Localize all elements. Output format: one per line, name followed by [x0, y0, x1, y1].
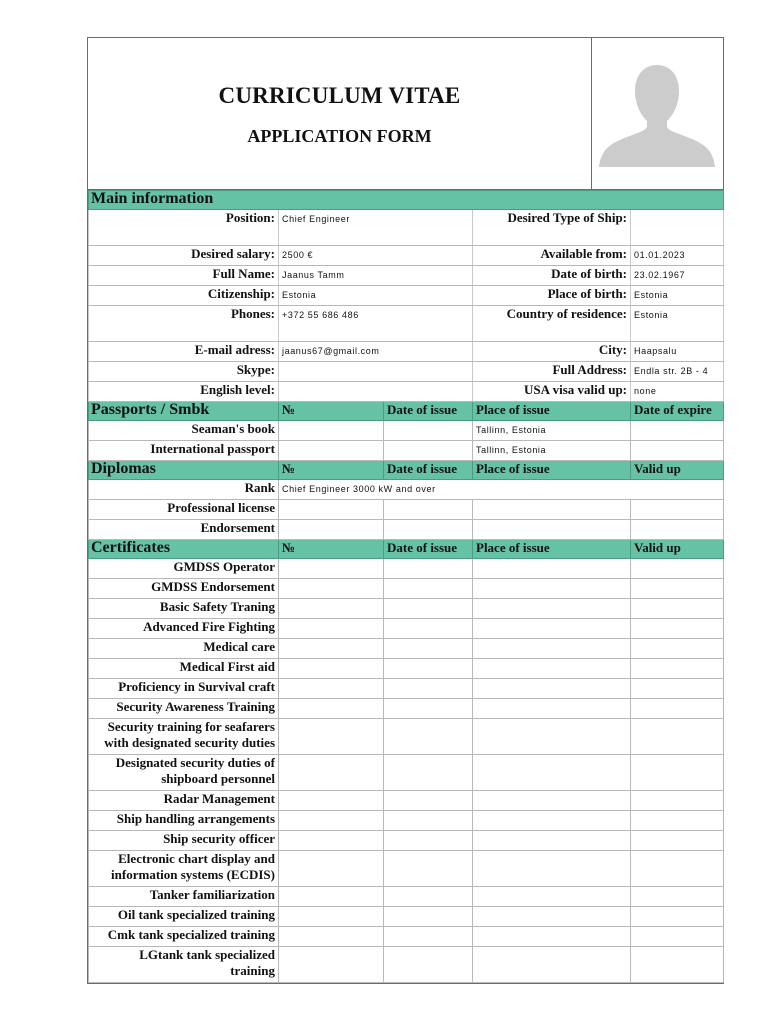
certificate-cell[interactable] [631, 887, 724, 907]
field-value[interactable]: Chief Engineer [279, 210, 473, 246]
certificate-cell[interactable] [384, 887, 473, 907]
field-value[interactable]: 23.02.1967 [631, 266, 724, 286]
field-label: Phones: [89, 306, 279, 342]
certificate-cell[interactable] [384, 851, 473, 887]
certificate-label: Designated security duties of shipboard personnel [89, 755, 279, 791]
certificate-cell[interactable] [473, 907, 631, 927]
form-header [88, 38, 723, 190]
photo-placeholder[interactable] [591, 38, 724, 189]
column-header: № [279, 540, 384, 559]
cv-subtitle: APPLICATION FORM [247, 126, 432, 146]
certificate-cell[interactable] [384, 699, 473, 719]
field-label: Country of residence: [473, 306, 631, 342]
certificate-cell[interactable] [631, 659, 724, 679]
main-row [89, 286, 724, 306]
certificate-row [89, 659, 724, 679]
field-value[interactable]: none [631, 382, 724, 402]
certificate-label: Medical First aid [89, 659, 279, 679]
title-block [88, 38, 591, 189]
certificate-cell[interactable] [473, 639, 631, 659]
field-label: E-mail adress: [89, 342, 279, 362]
main-row [89, 266, 724, 286]
certificate-row [89, 927, 724, 947]
certificate-cell[interactable] [631, 559, 724, 579]
column-header: Date of issue [384, 461, 473, 480]
certificate-cell[interactable] [279, 679, 384, 699]
issue-place[interactable]: Tallinn, Estonia [473, 421, 631, 441]
certificate-row [89, 791, 724, 811]
certificate-label: Tanker familiarization [89, 887, 279, 907]
certificate-cell[interactable] [473, 831, 631, 851]
column-header: Date of issue [384, 540, 473, 559]
column-header: № [279, 402, 384, 421]
expire-date[interactable] [631, 441, 724, 461]
passport-row [89, 421, 724, 441]
field-label: English level: [89, 382, 279, 402]
certificate-row [89, 639, 724, 659]
certificate-cell[interactable] [279, 831, 384, 851]
certificate-cell[interactable] [384, 599, 473, 619]
certificate-cell[interactable] [279, 811, 384, 831]
main-row [89, 382, 724, 402]
field-value[interactable]: 2500 € [279, 246, 473, 266]
section-main-information [89, 191, 724, 210]
certificate-cell[interactable] [279, 791, 384, 811]
certificate-cell[interactable] [279, 755, 384, 791]
certificate-cell[interactable] [631, 679, 724, 699]
field-value[interactable]: Haapsalu [631, 342, 724, 362]
document-label: Seaman's book [89, 421, 279, 441]
certificate-cell[interactable] [279, 699, 384, 719]
rank-value[interactable]: Chief Engineer 3000 kW and over [279, 480, 724, 500]
cv-title: CURRICULUM VITAE [218, 83, 461, 108]
field-label: Citizenship: [89, 286, 279, 306]
field-value[interactable]: +372 55 686 486 [279, 306, 473, 342]
certificate-cell[interactable] [473, 579, 631, 599]
diploma-cell[interactable] [631, 520, 724, 540]
field-value[interactable]: 01.01.2023 [631, 246, 724, 266]
field-value[interactable]: jaanus67@gmail.com [279, 342, 473, 362]
issue-date[interactable] [384, 421, 473, 441]
certificate-label: GMDSS Endorsement [89, 579, 279, 599]
certificate-cell[interactable] [384, 679, 473, 699]
certificate-cell[interactable] [473, 699, 631, 719]
certificate-row [89, 887, 724, 907]
column-header: Valid up [631, 461, 724, 480]
certificate-cell[interactable] [473, 851, 631, 887]
certificate-row [89, 699, 724, 719]
certificate-cell[interactable] [473, 947, 631, 983]
certificate-cell[interactable] [384, 791, 473, 811]
document-number[interactable] [279, 421, 384, 441]
certificate-cell[interactable] [384, 559, 473, 579]
field-value[interactable]: Estonia [279, 286, 473, 306]
certificate-cell[interactable] [384, 831, 473, 851]
certificate-cell[interactable] [473, 719, 631, 755]
diploma-cell[interactable] [631, 500, 724, 520]
certificate-cell[interactable] [279, 927, 384, 947]
certificate-cell[interactable] [279, 599, 384, 619]
field-value[interactable] [279, 362, 473, 382]
column-header: Place of issue [473, 461, 631, 480]
certificate-cell[interactable] [279, 947, 384, 983]
main-row [89, 362, 724, 382]
certificate-cell[interactable] [473, 619, 631, 639]
certificate-row [89, 831, 724, 851]
field-label: Full Name: [89, 266, 279, 286]
certificate-cell[interactable] [631, 579, 724, 599]
section-title: Diplomas [89, 461, 279, 480]
diploma-cell[interactable] [384, 500, 473, 520]
certificate-cell[interactable] [279, 907, 384, 927]
field-value[interactable] [631, 210, 724, 246]
issue-place[interactable]: Tallinn, Estonia [473, 441, 631, 461]
section-diplomas [89, 461, 724, 480]
field-label: Date of birth: [473, 266, 631, 286]
certificate-cell[interactable] [279, 579, 384, 599]
field-label: USA visa valid up: [473, 382, 631, 402]
certificate-cell[interactable] [631, 927, 724, 947]
certificate-label: Ship handling arrangements [89, 811, 279, 831]
diploma-cell[interactable] [384, 520, 473, 540]
certificate-label: Medical care [89, 639, 279, 659]
diploma-row [89, 520, 724, 540]
certificate-cell[interactable] [631, 907, 724, 927]
diploma-cell[interactable] [473, 500, 631, 520]
certificate-cell[interactable] [384, 947, 473, 983]
section-certificates [89, 540, 724, 559]
certificate-cell[interactable] [631, 791, 724, 811]
main-row [89, 246, 724, 266]
certificate-cell[interactable] [279, 887, 384, 907]
certificate-row [89, 719, 724, 755]
diploma-label: Endorsement [89, 520, 279, 540]
rank-label: Rank [89, 480, 279, 500]
certificate-label: Ship security officer [89, 831, 279, 851]
certificate-row [89, 811, 724, 831]
certificate-row [89, 599, 724, 619]
field-label: Available from: [473, 246, 631, 266]
certificate-row [89, 947, 724, 983]
certificate-cell[interactable] [384, 579, 473, 599]
certificate-cell[interactable] [473, 811, 631, 831]
certificate-label: Oil tank specialized training [89, 907, 279, 927]
section-title-main: Main information [89, 191, 724, 210]
certificate-cell[interactable] [631, 639, 724, 659]
certificate-row [89, 679, 724, 699]
main-row [89, 342, 724, 362]
main-row [89, 210, 724, 246]
field-label: Desired Type of Ship: [473, 210, 631, 246]
field-value[interactable]: Estonia [631, 286, 724, 306]
certificate-cell[interactable] [473, 559, 631, 579]
certificate-cell[interactable] [631, 619, 724, 639]
certificate-label: Cmk tank specialized training [89, 927, 279, 947]
column-header: Place of issue [473, 402, 631, 421]
certificate-cell[interactable] [631, 947, 724, 983]
certificate-cell[interactable] [631, 851, 724, 887]
issue-date[interactable] [384, 441, 473, 461]
certificate-cell[interactable] [631, 699, 724, 719]
main-row [89, 306, 724, 342]
field-value[interactable]: Endla str. 2B - 4 [631, 362, 724, 382]
certificate-label: GMDSS Operator [89, 559, 279, 579]
field-label: Desired salary: [89, 246, 279, 266]
certificate-cell[interactable] [279, 719, 384, 755]
certificate-cell[interactable] [384, 719, 473, 755]
certificate-cell[interactable] [384, 907, 473, 927]
field-label: Full Address: [473, 362, 631, 382]
certificate-cell[interactable] [384, 639, 473, 659]
certificate-cell[interactable] [384, 619, 473, 639]
certificate-cell[interactable] [279, 659, 384, 679]
column-header: Valid up [631, 540, 724, 559]
certificate-cell[interactable] [384, 755, 473, 791]
cv-form [87, 37, 724, 984]
person-silhouette-icon [597, 63, 717, 167]
column-header: Date of issue [384, 402, 473, 421]
diploma-cell[interactable] [473, 520, 631, 540]
certificate-cell[interactable] [473, 755, 631, 791]
certificate-cell[interactable] [279, 619, 384, 639]
diploma-row [89, 500, 724, 520]
certificate-cell[interactable] [384, 659, 473, 679]
field-label: Skype: [89, 362, 279, 382]
certificate-cell[interactable] [473, 887, 631, 907]
column-header: № [279, 461, 384, 480]
field-label: Place of birth: [473, 286, 631, 306]
certificate-label: Security Awareness Training [89, 699, 279, 719]
certificate-cell[interactable] [473, 791, 631, 811]
certificate-cell[interactable] [384, 927, 473, 947]
certificate-cell[interactable] [631, 599, 724, 619]
certificate-label: Radar Management [89, 791, 279, 811]
certificate-cell[interactable] [473, 659, 631, 679]
certificate-label: Electronic chart display and information systems (ECDIS) [89, 851, 279, 887]
section-title: Passports / Smbk [89, 402, 279, 421]
column-header: Place of issue [473, 540, 631, 559]
diploma-label: Professional license [89, 500, 279, 520]
certificate-cell[interactable] [473, 599, 631, 619]
certificate-row [89, 851, 724, 887]
certificate-cell[interactable] [279, 851, 384, 887]
certificate-label: Security training for seafarers with designated security duties [89, 719, 279, 755]
cv-table [88, 190, 724, 983]
certificate-cell[interactable] [631, 831, 724, 851]
document-number[interactable] [279, 441, 384, 461]
field-value[interactable] [279, 382, 473, 402]
field-label: Position: [89, 210, 279, 246]
certificate-row [89, 559, 724, 579]
certificate-cell[interactable] [631, 755, 724, 791]
certificate-cell[interactable] [473, 679, 631, 699]
diploma-cell[interactable] [279, 520, 384, 540]
certificate-label: LGtank tank specialized training [89, 947, 279, 983]
certificate-row [89, 907, 724, 927]
document-label: International passport [89, 441, 279, 461]
passport-row [89, 441, 724, 461]
certificate-row [89, 619, 724, 639]
certificate-cell[interactable] [631, 719, 724, 755]
certificate-cell[interactable] [473, 927, 631, 947]
column-header: Date of expire [631, 402, 724, 421]
certificate-cell[interactable] [279, 559, 384, 579]
section-passports [89, 402, 724, 421]
certificate-label: Advanced Fire Fighting [89, 619, 279, 639]
field-value[interactable]: Estonia [631, 306, 724, 342]
certificate-row [89, 755, 724, 791]
certificate-cell[interactable] [631, 811, 724, 831]
diploma-rank-row [89, 480, 724, 500]
certificate-row [89, 579, 724, 599]
certificate-label: Proficiency in Survival craft [89, 679, 279, 699]
certificate-label: Basic Safety Traning [89, 599, 279, 619]
diploma-cell[interactable] [279, 500, 384, 520]
certificate-cell[interactable] [384, 811, 473, 831]
certificate-cell[interactable] [279, 639, 384, 659]
section-title: Certificates [89, 540, 279, 559]
field-value[interactable]: Jaanus Tamm [279, 266, 473, 286]
field-label: City: [473, 342, 631, 362]
expire-date[interactable] [631, 421, 724, 441]
